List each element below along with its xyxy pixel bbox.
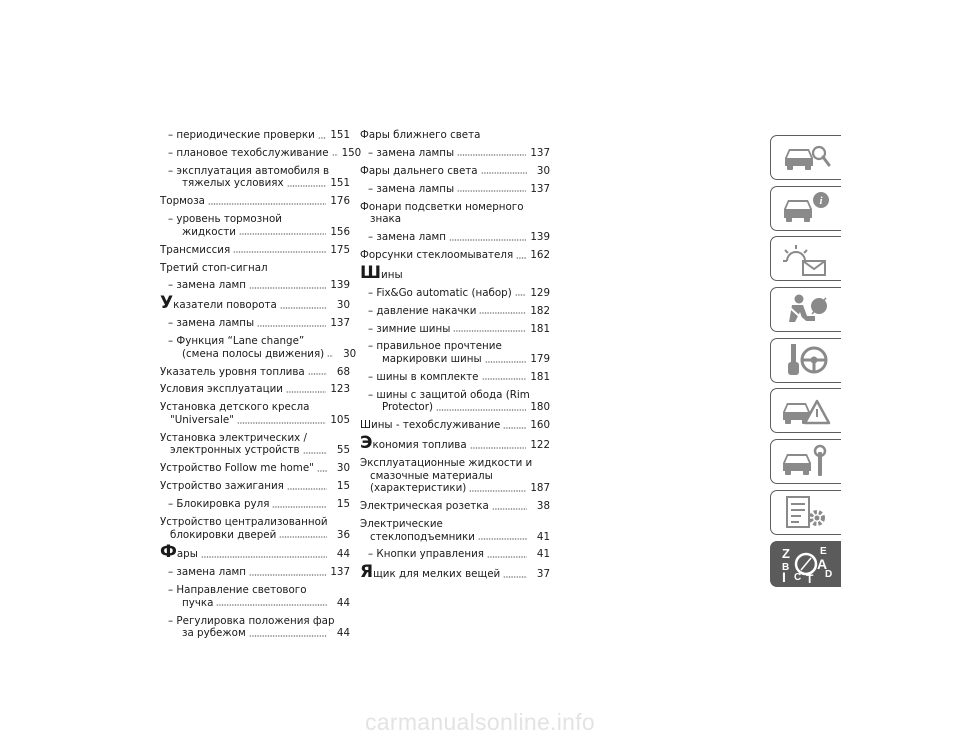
page-number[interactable]: 156 [330, 225, 350, 238]
index-entry [160, 480, 350, 493]
index-letter-entry [360, 262, 550, 283]
entry-text: Фонари подсветки номерного [360, 200, 524, 213]
index-letter: T [806, 571, 814, 584]
index-letter-entry [360, 433, 550, 454]
index-entry [360, 457, 550, 495]
entry-text: – Регулировка положения фар [168, 614, 335, 627]
entry-text: Третий стоп-сигнал [160, 261, 268, 274]
page-number[interactable]: 160 [530, 419, 550, 432]
entry-text: – Блокировка руля [168, 498, 270, 511]
entry-text: Фары ближнего света [360, 129, 481, 141]
index-subentry [360, 183, 550, 196]
entry-text: Устройство централизованной [160, 516, 328, 528]
index-subentry [360, 340, 550, 365]
entry-text: – зимние шины [368, 322, 451, 335]
dot-leader [257, 324, 326, 328]
dot-leader [249, 634, 327, 638]
entry-text: жидкости [182, 225, 236, 238]
alphabetical-index-icon [779, 544, 833, 584]
passenger-airbag-icon [779, 290, 833, 330]
entry-text: пучка [182, 596, 214, 609]
page-number[interactable]: 44 [336, 627, 350, 640]
page-number[interactable]: 162 [530, 248, 550, 261]
index-column-right [360, 129, 550, 586]
chapter-tab-index[interactable] [770, 541, 841, 587]
dot-leader [516, 256, 526, 260]
page-number[interactable]: 137 [530, 146, 550, 159]
dot-leader [317, 469, 327, 473]
dot-leader [327, 354, 333, 358]
index-subentry [360, 305, 550, 318]
page-number[interactable]: 151 [330, 177, 350, 190]
dot-leader [485, 360, 527, 364]
entry-text: – Функция “Lane change” [168, 335, 305, 348]
index-subentry [160, 146, 362, 160]
index-entry [160, 401, 350, 426]
entry-text: – периодические проверки [168, 129, 315, 141]
dot-leader [487, 555, 527, 559]
index-letter: C [794, 571, 802, 583]
car-wrench-icon [779, 442, 833, 482]
page-number[interactable]: 180 [530, 401, 550, 414]
entry-text: Тормоза [160, 195, 205, 208]
warning-light-envelope-icon [779, 239, 833, 279]
entry-text: электронных устройств [170, 444, 300, 457]
page-number[interactable]: 151 [330, 129, 350, 141]
car-info-icon [779, 188, 833, 228]
entry-text: Трансмиссия [160, 243, 231, 256]
entry-text: – замена лампы [368, 146, 455, 159]
entry-text: – уровень тормозной [168, 213, 282, 226]
dot-leader [201, 555, 327, 559]
index-subentry [360, 323, 550, 336]
entry-text: (характеристики) [370, 482, 467, 495]
page-number[interactable]: 181 [530, 370, 550, 383]
page-number[interactable]: 30 [343, 347, 357, 360]
watermark: carmanualsonline.info [364, 709, 596, 735]
entry-text: Шины - техобслуживание [360, 419, 501, 432]
index-letter: Z [782, 545, 790, 561]
dot-leader [457, 153, 526, 157]
page-number[interactable]: 44 [336, 596, 350, 609]
car-inspection-icon [779, 138, 833, 178]
index-letter: B [782, 561, 790, 573]
entry-text: Электрические [360, 518, 443, 530]
entry-text: Фары дальнего света [360, 164, 478, 177]
entry-text: – шины в комплекте [368, 370, 479, 383]
index-entry [360, 518, 550, 543]
entry-text: тяжелых условиях [182, 177, 284, 190]
entry-text: Установка электрических / [160, 431, 307, 444]
chapter-tab-3[interactable] [770, 236, 841, 281]
entry-text: Эксплуатационные жидкости и [360, 457, 533, 470]
index-letter-entry [160, 293, 350, 314]
page-number[interactable]: 15 [336, 498, 350, 511]
page-number[interactable]: 182 [530, 304, 550, 317]
index-entry [160, 195, 350, 208]
page-number[interactable]: 36 [336, 528, 350, 541]
chapter-tabs [770, 135, 842, 592]
page-number[interactable]: 37 [536, 568, 550, 581]
index-subentry [160, 335, 357, 360]
index-subentry [360, 548, 550, 561]
dot-leader [503, 426, 526, 430]
dot-leader [492, 507, 527, 511]
chapter-tab-8[interactable] [770, 490, 841, 535]
index-entry [160, 516, 350, 541]
page-number[interactable]: 181 [530, 322, 550, 335]
index-entry [160, 432, 350, 457]
index-entry [160, 366, 350, 379]
page-number[interactable]: 139 [530, 231, 550, 244]
dot-leader [469, 489, 526, 493]
index-entry [160, 244, 350, 257]
index-entry [360, 500, 550, 513]
entry-text: Форсунки стеклоомывателя [360, 248, 514, 261]
entry-text: Устройство Follow me home" [160, 462, 314, 475]
entry-text: – правильное прочтение [368, 340, 502, 353]
entry-text: стеклоподъемники [370, 530, 475, 543]
page-number[interactable]: 15 [336, 480, 350, 493]
dot-leader [332, 153, 338, 157]
entry-text: Устройство зажигания [160, 480, 284, 493]
document-gear-icon [779, 492, 833, 532]
index-subentry [160, 129, 350, 142]
page-number[interactable]: 123 [330, 383, 350, 396]
index-subentry [160, 317, 350, 330]
dot-leader [457, 189, 526, 193]
index-letter: A [817, 555, 828, 572]
index-letter: D [825, 568, 833, 580]
page-number[interactable]: 137 [330, 566, 350, 579]
dot-leader [308, 372, 327, 376]
index-letter-entry [160, 542, 350, 563]
page-number[interactable]: 179 [530, 352, 550, 365]
index-letter-entry [360, 562, 550, 583]
index-subentry [160, 566, 350, 579]
dot-leader [436, 408, 526, 412]
dot-leader [280, 306, 327, 310]
entry-text: – Кнопки управления [368, 548, 484, 561]
index-subentry [160, 615, 350, 640]
index-subentry [160, 498, 350, 511]
dot-leader [453, 329, 526, 333]
entry-text: "Universale" [170, 413, 234, 426]
dot-leader [239, 232, 326, 236]
index-subentry [160, 213, 350, 238]
index-entry [360, 129, 550, 142]
dot-leader [208, 202, 326, 206]
entry-text: – замена лампы [168, 317, 255, 330]
entry-text: Шины [360, 262, 403, 283]
index-entry [160, 383, 350, 396]
index-column-left [160, 129, 362, 645]
chapter-tab-5[interactable] [770, 338, 841, 383]
page-number[interactable]: 129 [530, 286, 550, 299]
key-steering-wheel-icon [779, 340, 833, 380]
page-number[interactable]: 137 [330, 317, 350, 330]
dot-leader [279, 535, 327, 539]
entry-text: Фары [160, 542, 198, 563]
dot-leader [482, 377, 527, 381]
index-subentry [360, 147, 550, 160]
entry-text: Условия эксплуатации [160, 383, 283, 396]
dot-leader [515, 293, 527, 297]
dot-leader [481, 171, 527, 175]
entry-text: – давление накачки [368, 304, 477, 317]
car-warning-triangle-icon [779, 391, 833, 431]
index-subentry [360, 389, 550, 414]
index-entry [160, 262, 350, 275]
dot-leader [287, 184, 327, 188]
chapter-tab-1[interactable] [770, 135, 841, 180]
entry-text: – замена ламп [168, 279, 247, 292]
dot-leader [249, 573, 326, 577]
entry-text: блокировки дверей [170, 528, 277, 541]
dot-leader [470, 446, 527, 450]
index-entry [360, 419, 550, 432]
dot-leader [237, 421, 326, 425]
index-entry [360, 249, 550, 262]
index-letter: E [820, 545, 827, 557]
index-entry [360, 201, 550, 226]
index-entry [160, 462, 350, 475]
page-number[interactable]: 38 [536, 500, 550, 513]
entry-text: Ящик для мелких вещей [360, 562, 501, 583]
index-subentry [160, 165, 350, 190]
entry-text: маркировки шины [382, 352, 482, 365]
entry-text: – замена ламп [168, 566, 247, 579]
page-number[interactable]: 122 [530, 439, 550, 452]
index-subentry [160, 584, 350, 609]
page-number[interactable]: 30 [336, 299, 350, 312]
page-number[interactable]: 187 [530, 482, 550, 495]
entry-text: – эксплуатация автомобиля в [168, 164, 330, 177]
page-number[interactable]: 30 [536, 164, 550, 177]
entry-text: (смена полосы движения) [182, 347, 325, 360]
page-number[interactable]: 137 [530, 182, 550, 195]
entry-text: – Направление светового [168, 584, 307, 597]
entry-text: Указатель уровня топлива [160, 365, 305, 378]
page-number[interactable]: 105 [330, 413, 350, 426]
entry-text: – шины с защитой обода (Rim [368, 388, 530, 401]
chapter-tab-4[interactable] [770, 287, 841, 332]
entry-text: – замена ламп [368, 231, 447, 244]
page-number[interactable]: 175 [330, 243, 350, 256]
chapter-tab-7[interactable] [770, 439, 841, 484]
entry-text: – плановое техобслуживание [168, 146, 329, 159]
dot-leader [286, 390, 326, 394]
dot-leader [449, 238, 526, 242]
entry-text: за рубежом [182, 627, 246, 640]
entry-text: Установка детского кресла [160, 401, 310, 414]
page-number[interactable]: 41 [536, 530, 550, 543]
page-number[interactable]: 139 [330, 279, 350, 292]
index-subentry [360, 231, 550, 244]
page-number[interactable]: 68 [336, 365, 350, 378]
dot-leader [287, 487, 327, 491]
dot-leader [479, 311, 526, 315]
dot-leader [318, 136, 326, 140]
svg-text:i: i [819, 195, 823, 208]
index-entry [360, 165, 550, 178]
entry-text: смазочные материалы [370, 469, 493, 482]
dot-leader [303, 451, 327, 455]
index-subentry [160, 279, 350, 292]
index-letter: I [782, 568, 786, 584]
dot-leader [478, 537, 527, 541]
index-subentry [360, 287, 550, 300]
dot-leader [272, 505, 327, 509]
entry-text: Указатели поворота [160, 293, 277, 314]
entry-text: Protector) [382, 401, 433, 414]
page-number[interactable]: 176 [330, 195, 350, 208]
entry-text: Электрическая розетка [360, 500, 489, 513]
page-number[interactable]: 150 [341, 146, 362, 159]
page-number[interactable]: 30 [336, 462, 350, 475]
entry-text: – замена лампы [368, 182, 455, 195]
chapter-tab-2[interactable] [770, 186, 841, 231]
page-number[interactable]: 55 [336, 444, 350, 457]
page-number[interactable]: 41 [536, 548, 550, 561]
index-subentry [360, 371, 550, 384]
page-number[interactable]: 44 [336, 548, 350, 561]
dot-leader [216, 603, 327, 607]
dot-leader [249, 286, 326, 290]
chapter-tab-6[interactable] [770, 388, 841, 433]
entry-text: знака [370, 213, 402, 226]
entry-text: Экономия топлива [360, 433, 467, 454]
dot-leader [233, 250, 326, 254]
dot-leader [503, 575, 527, 579]
entry-text: – Fix&Go automatic (набор) [368, 286, 512, 299]
